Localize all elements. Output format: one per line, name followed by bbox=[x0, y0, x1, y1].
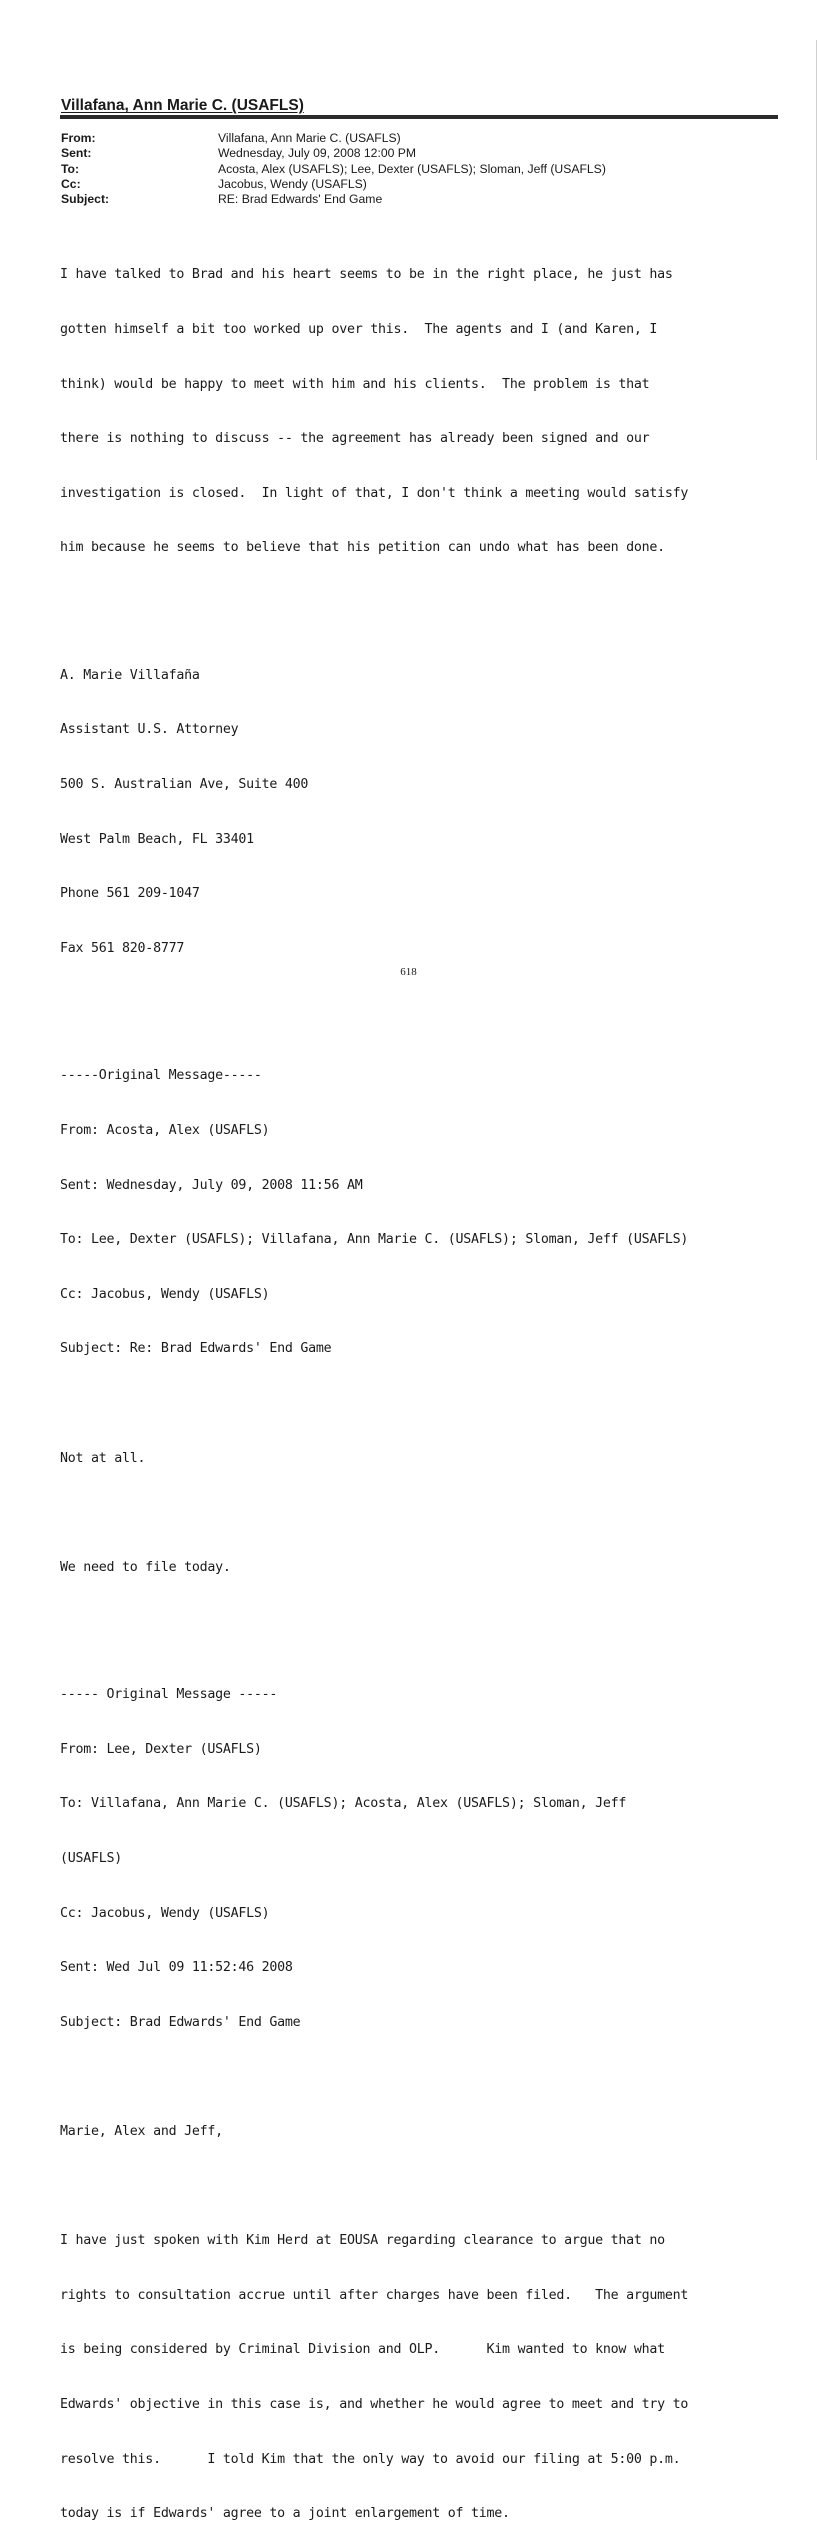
spacer bbox=[60, 2178, 688, 2196]
spacer bbox=[60, 1613, 688, 1631]
original-header-line: To: Villafana, Ann Marie C. (USAFLS); Acosta, Alex (USAFLS); Sloman, Jeff bbox=[60, 1796, 627, 1812]
meta-cc-row bbox=[61, 177, 606, 192]
from-label: From: bbox=[61, 131, 96, 145]
sent-value: Wednesday, July 09, 2008 12:00 PM bbox=[218, 146, 417, 161]
reply-line: there is nothing to discuss -- the agreement has already been signed and our bbox=[60, 431, 650, 447]
signature-line: West Palm Beach, FL 33401 bbox=[60, 831, 254, 847]
reply-line: gotten himself a bit too worked up over this. The agents and I (and Karen, I bbox=[60, 322, 658, 338]
original-body-line: Not at all. bbox=[60, 1450, 146, 1466]
to-label: To: bbox=[61, 161, 80, 176]
spacer bbox=[60, 995, 688, 1013]
meta-to-row bbox=[61, 162, 606, 177]
reply-line: him because he seems to believe that his petition can undo what has been done. bbox=[60, 540, 665, 556]
subject-value: RE: Brad Edwards' End Game bbox=[218, 192, 383, 207]
original-header-line: To: Lee, Dexter (USAFLS); Villafana, Ann Marie C. (USAFLS); Sloman, Jeff (USAFLS) bbox=[60, 1232, 689, 1248]
spacer bbox=[60, 1395, 688, 1413]
meta-from-row bbox=[61, 131, 606, 146]
paragraph-line: today is if Edwards' agree to a joint enlargement of time. bbox=[60, 2506, 510, 2522]
spacer bbox=[60, 1504, 688, 1522]
paragraph-line: is being considered by Criminal Division and OLP. Kim wanted to know what bbox=[60, 2342, 665, 2358]
spacer bbox=[60, 594, 688, 612]
paragraph-line: rights to consultation accrue until after charges have been filed. The argument bbox=[60, 2287, 689, 2303]
reply-line: I have talked to Brad and his heart seems to be in the right place, he just has bbox=[60, 267, 673, 283]
original-header-line: From: Acosta, Alex (USAFLS) bbox=[60, 1122, 270, 1138]
original-header-line: Cc: Jacobus, Wendy (USAFLS) bbox=[60, 1286, 270, 1302]
original-header-line: Cc: Jacobus, Wendy (USAFLS) bbox=[60, 1905, 270, 1921]
from-value: Villafana, Ann Marie C. (USAFLS) bbox=[218, 131, 401, 145]
email-body bbox=[60, 230, 688, 2542]
original-header-line: Sent: Wed Jul 09 11:52:46 2008 bbox=[60, 1960, 293, 1976]
original-header-line: From: Lee, Dexter (USAFLS) bbox=[60, 1741, 262, 1757]
meta-sent-row bbox=[61, 146, 606, 161]
sent-label: Sent: bbox=[61, 146, 92, 161]
original-body-line: We need to file today. bbox=[60, 1559, 231, 1575]
signature-line: Fax 561 820-8777 bbox=[60, 940, 185, 956]
signature-line: Phone 561 209-1047 bbox=[60, 886, 200, 902]
reply-line: investigation is closed. In light of that, I don't think a meeting would satisfy bbox=[60, 485, 689, 501]
paragraph-line: resolve this. I told Kim that the only way to avoid our filing at 5:00 p.m. bbox=[60, 2451, 681, 2467]
subject-label: Subject: bbox=[61, 192, 110, 207]
email-sender-heading: Villafana, Ann Marie C. (USAFLS) bbox=[61, 97, 304, 114]
original-header-line: ----- Original Message ----- bbox=[60, 1687, 278, 1703]
original-header-line: (USAFLS) bbox=[60, 1851, 123, 1866]
cc-value: Jacobus, Wendy (USAFLS) bbox=[218, 176, 367, 191]
greeting-line: Marie, Alex and Jeff, bbox=[60, 2124, 223, 2140]
original-header-line: -----Original Message----- bbox=[60, 1068, 262, 1084]
header-rule bbox=[60, 115, 778, 119]
to-value: Acosta, Alex (USAFLS); Lee, Dexter (USAFLS); Sloman, Jeff (USAFLS) bbox=[218, 161, 606, 176]
email-meta-block bbox=[61, 131, 606, 207]
cc-label: Cc: bbox=[61, 176, 81, 191]
original-header-line: Sent: Wednesday, July 09, 2008 11:56 AM bbox=[60, 1177, 363, 1193]
original-header-line: Subject: Re: Brad Edwards' End Game bbox=[60, 1341, 332, 1357]
meta-subject-row bbox=[61, 192, 606, 207]
paragraph-line: Edwards' objective in this case is, and whether he would agree to meet and try to bbox=[60, 2397, 689, 2413]
signature-line: A. Marie Villafaña bbox=[60, 667, 200, 683]
signature-line: Assistant U.S. Attorney bbox=[60, 722, 239, 738]
spacer bbox=[60, 2068, 688, 2086]
original-header-line: Subject: Brad Edwards' End Game bbox=[60, 2014, 301, 2030]
reply-line: think) would be happy to meet with him and his clients. The problem is that bbox=[60, 376, 650, 392]
page-number: 618 bbox=[400, 966, 417, 978]
paragraph-line: I have just spoken with Kim Herd at EOUSA regarding clearance to argue that no bbox=[60, 2233, 665, 2249]
signature-line: 500 S. Australian Ave, Suite 400 bbox=[60, 777, 309, 793]
